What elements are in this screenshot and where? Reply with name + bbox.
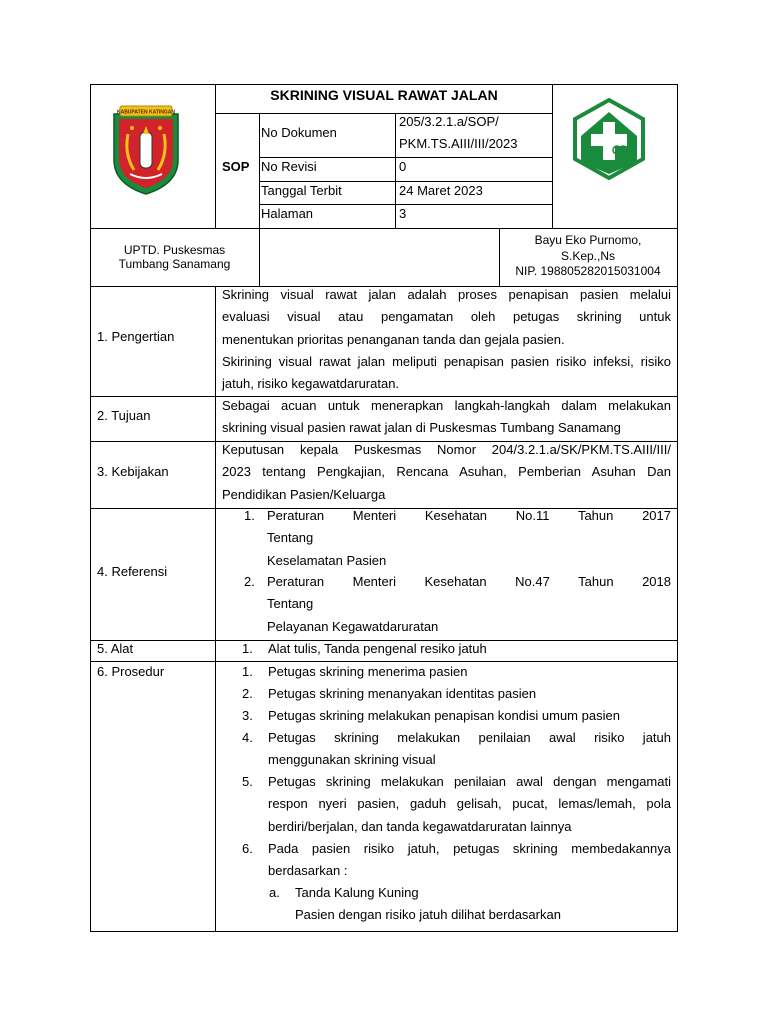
kebijakan-line: Keputusan kepala Puskesmas Nomor 204/3.2.1.a/SK/PKM.TS.AIII/III/: [222, 442, 671, 457]
prosedur-step: Petugas skrining melakukan penapisan kondisi umum pasien: [268, 708, 620, 723]
prosedur-number: 6.: [242, 841, 253, 856]
regency-logo-text: KABUPATEN KATINGAN: [116, 109, 176, 116]
institution-name-1: UPTD. Puskesmas: [123, 243, 226, 257]
prosedur-sub-letter: a.: [269, 885, 280, 900]
prosedur-number: 3.: [242, 708, 253, 723]
prosedur-line: Petugas skrining melakukan penilaian awal dengan mengamati: [268, 774, 671, 789]
tujuan-text: [222, 395, 671, 440]
prosedur-line: menggunakan skrining visual: [268, 752, 436, 768]
kebijakan-line: 2023 tentang Pengkajian, Rencana Asuhan, Pemberian Asuhan Dan: [222, 464, 671, 480]
no-revisi-label: No Revisi: [261, 159, 317, 174]
referensi-line: Tentang: [267, 596, 314, 612]
signatory-nip: NIP. 198805282015031004: [515, 264, 661, 278]
prosedur-number: 4.: [242, 730, 253, 745]
prosedur-number: 1.: [242, 664, 253, 679]
pengertian-line: Skirining visual rawat jalan meliputi penapisan pasien risiko infeksi, risiko: [222, 353, 671, 369]
prosedur-label: 6. Prosedur: [97, 664, 165, 679]
sop-label: SOP: [222, 159, 250, 174]
prosedur-line: berdasarkan :: [268, 863, 348, 879]
referensi-line: Pelayanan Kegawatdaruratan: [267, 618, 439, 634]
prosedur-step: Petugas skrining menerima pasien: [268, 664, 468, 679]
document-title: SKRINING VISUAL RAWAT JALAN: [270, 87, 498, 103]
referensi-line: Tentang: [267, 530, 314, 546]
tujuan-line: skrining visual pasien rawat jalan di Puskesmas Tumbang Sanamang: [222, 420, 621, 436]
pengertian-line: evaluasi visual atau pengamatan oleh petugas skrining untuk: [222, 309, 671, 325]
no-dokumen-value-1: 205/3.2.1.a/SOP/: [399, 114, 499, 129]
prosedur-step: [268, 727, 671, 772]
alat-number: 1.: [242, 641, 253, 656]
prosedur-number: 5.: [242, 774, 253, 789]
prosedur-step: [268, 771, 671, 838]
no-revisi-value: 0: [399, 159, 407, 174]
signatory-degree: S.Kep.,Ns: [560, 249, 616, 263]
referensi-label: 4. Referensi: [97, 564, 168, 579]
prosedur-step: Petugas skrining menanyakan identitas pasien: [268, 686, 537, 701]
pengertian-label: 1. Pengertian: [97, 329, 175, 344]
referensi-line: Peraturan Menteri Kesehatan No.11 Tahun 2017: [267, 508, 671, 523]
pengertian-line: Skrining visual rawat jalan adalah proses penapisan pasien melalui: [222, 287, 671, 302]
halaman-label: Halaman: [261, 206, 314, 221]
tanggal-terbit-label: Tanggal Terbit: [261, 183, 342, 198]
kebijakan-label: 3. Kebijakan: [97, 464, 169, 479]
pengertian-text: [222, 284, 671, 395]
tujuan-line: Sebagai acuan untuk menerapkan langkah-langkah dalam melakukan: [222, 398, 671, 413]
tujuan-label: 2. Tujuan: [97, 408, 151, 423]
signatory-name: Bayu Eko Purnomo,: [534, 233, 642, 247]
alat-item: Alat tulis, Tanda pengenal resiko jatuh: [268, 641, 487, 656]
pengertian-line: jatuh, risiko kegawatdaruratan.: [222, 376, 400, 392]
prosedur-line: berdiri/berjalan, dan tanda kegawatdaruratan lainnya: [268, 818, 572, 834]
prosedur-line: Pada pasien risiko jatuh, petugas skrining membedakannya: [268, 841, 671, 856]
kebijakan-line: Pendidikan Pasien/Keluarga: [222, 486, 386, 502]
referensi-line: Peraturan Menteri Kesehatan No.47 Tahun 2018: [267, 574, 671, 589]
referensi-item: [267, 571, 671, 638]
regency-logo: [110, 104, 182, 196]
prosedur-line: Petugas skrining melakukan penilaian awal risiko jatuh: [268, 730, 671, 745]
referensi-number: 2.: [244, 574, 255, 589]
referensi-number: 1.: [244, 508, 255, 523]
kebijakan-text: [222, 439, 671, 506]
referensi-line: Keselamatan Pasien: [267, 552, 387, 568]
institution-name-2: Tumbang Sanamang: [118, 257, 231, 271]
pengertian-line: menentukan prioritas penanganan tanda dan gejala pasien.: [222, 331, 565, 347]
puskesmas-logo: [572, 98, 646, 180]
no-dokumen-value-2: PKM.TS.AIII/III/2023: [399, 136, 518, 151]
prosedur-number: 2.: [242, 686, 253, 701]
no-dokumen-label: No Dokumen: [261, 125, 337, 140]
tanggal-terbit-value: 24 Maret 2023: [399, 183, 483, 198]
referensi-item: [267, 505, 671, 572]
prosedur-sub-title: Tanda Kalung Kuning: [295, 885, 419, 900]
alat-label: 5. Alat: [97, 641, 134, 656]
prosedur-step: [268, 838, 671, 883]
halaman-value: 3: [399, 206, 407, 221]
prosedur-line: respon nyeri pasien, gaduh gelisah, pucat, lemas/lemah, pola: [268, 796, 671, 812]
prosedur-sub-text: Pasien dengan risiko jatuh dilihat berdasarkan: [295, 907, 561, 922]
